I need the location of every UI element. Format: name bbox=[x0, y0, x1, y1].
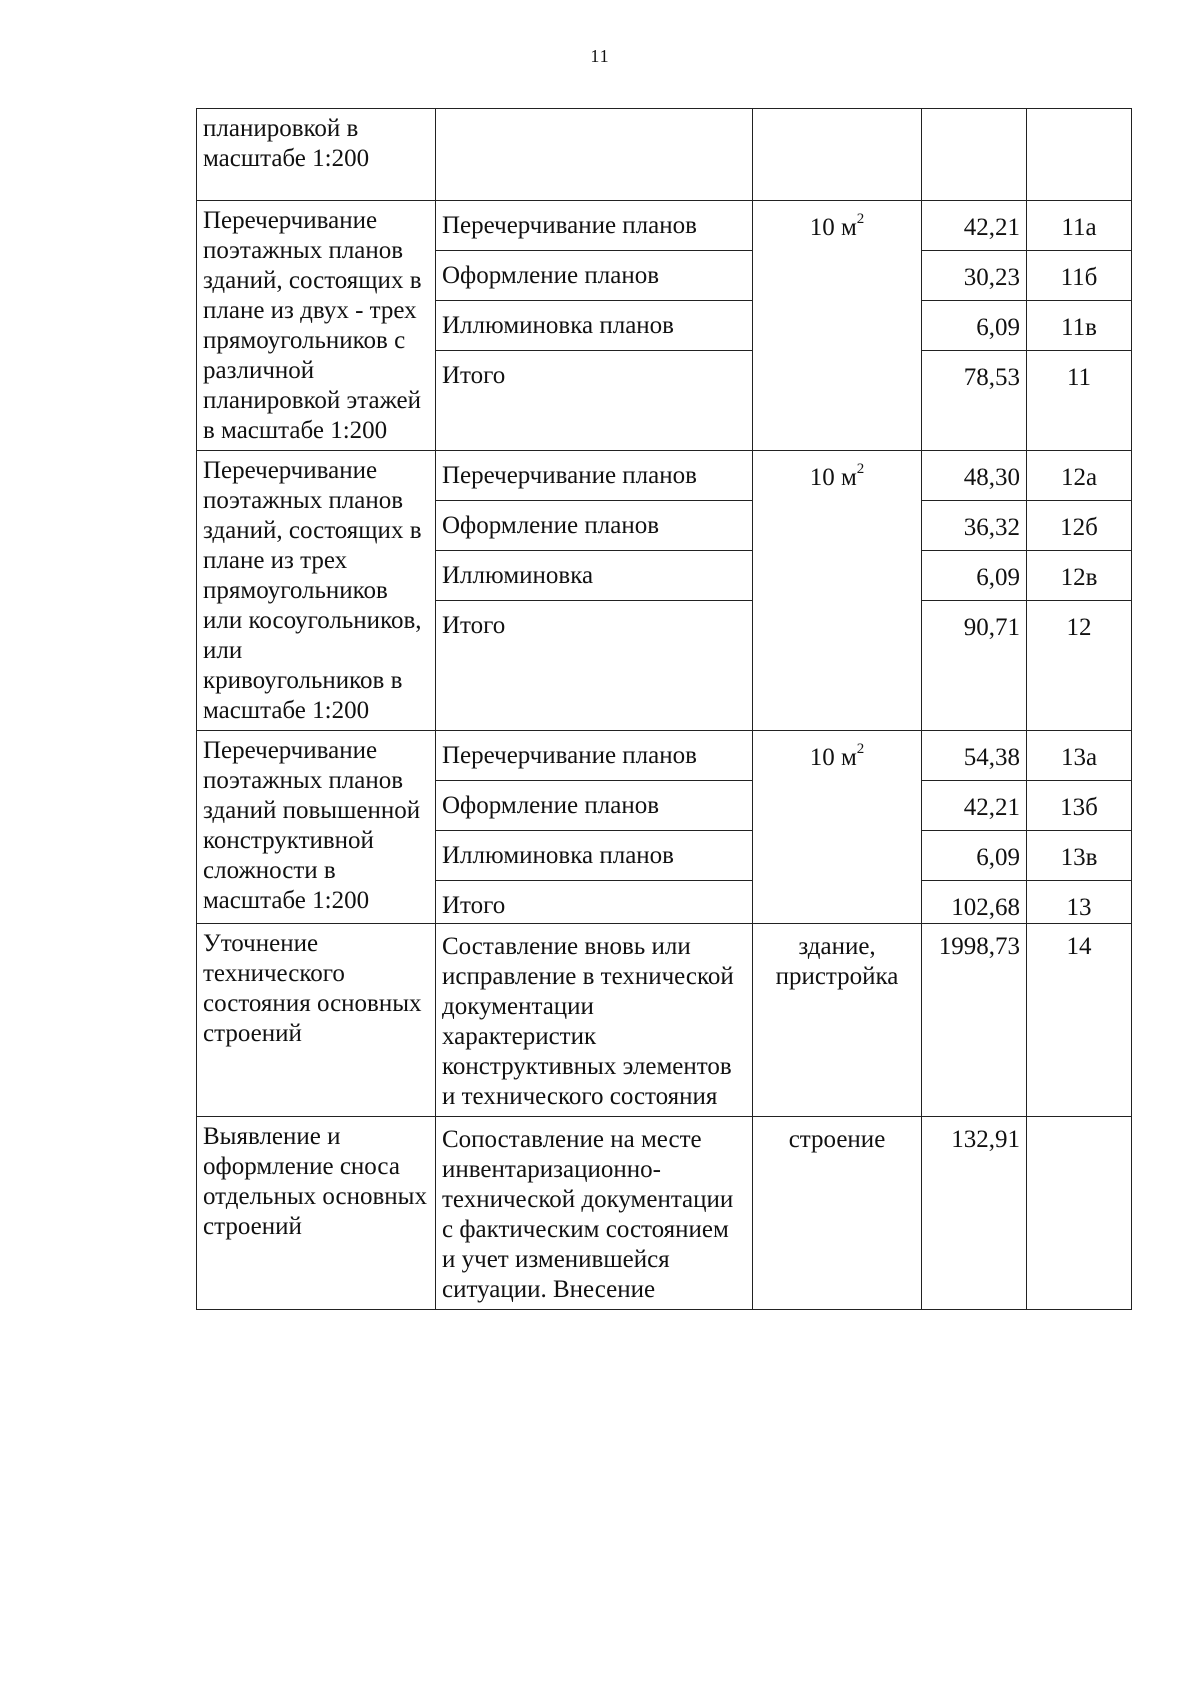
sub-price: 54,38 bbox=[922, 731, 1026, 781]
work-title-cell: Уточнение технического состояния основных строений bbox=[197, 924, 436, 1117]
unit-cell bbox=[753, 201, 922, 451]
sub-code: 12 bbox=[1066, 614, 1092, 641]
code-cell bbox=[1027, 451, 1132, 731]
price-cell bbox=[922, 731, 1027, 924]
unit-cell bbox=[753, 731, 922, 924]
sub-code: 11в bbox=[1027, 301, 1131, 351]
table-row-14 bbox=[197, 924, 1132, 1117]
work-title-cell: Перечерчивание поэтажных планов зданий повышенной конструктивной сложности в масштабе 1:200 bbox=[197, 731, 436, 924]
work-title-cell: Выявление и оформление сноса отдельных основных строений bbox=[197, 1117, 436, 1310]
sub-work: Иллюминовка bbox=[436, 551, 752, 601]
sub-price: 6,09 bbox=[922, 551, 1026, 601]
work-title-cell: планировкой в масштабе 1:200 bbox=[197, 109, 436, 201]
sub-code: 13 bbox=[1066, 894, 1092, 921]
sub-price: 42,21 bbox=[922, 781, 1026, 831]
work-desc-cell bbox=[436, 109, 753, 201]
work-title-cell: Перечерчивание поэтажных планов зданий, состоящих в плане из трех прямоугольников или косоугольников, или кривоугольников в масштабе 1:200 bbox=[197, 451, 436, 731]
table-row-11 bbox=[197, 201, 1132, 451]
unit-cell bbox=[753, 109, 922, 201]
price-cell bbox=[922, 924, 1027, 1117]
unit-text: здание, пристройка bbox=[775, 933, 899, 990]
price-text: 1998,73 bbox=[938, 933, 1020, 960]
sub-price: 78,53 bbox=[963, 364, 1020, 391]
work-desc-cell bbox=[436, 924, 753, 1117]
code-text bbox=[1027, 1117, 1131, 1129]
unit-superscript: 2 bbox=[856, 460, 865, 477]
sub-price: 6,09 bbox=[922, 301, 1026, 351]
page-number: 11 bbox=[590, 46, 610, 66]
unit-cell bbox=[753, 451, 922, 731]
sub-code: 12в bbox=[1027, 551, 1131, 601]
sub-work: Перечерчивание планов bbox=[436, 201, 752, 251]
code-cell bbox=[1027, 924, 1132, 1117]
price-cell bbox=[922, 201, 1027, 451]
unit-cell bbox=[753, 1117, 922, 1310]
tariff-table bbox=[196, 108, 1132, 1310]
sub-price: 90,71 bbox=[963, 614, 1020, 641]
sub-price: 42,21 bbox=[922, 201, 1026, 251]
price-text: 132,91 bbox=[951, 1126, 1020, 1153]
unit-superscript: 2 bbox=[856, 740, 865, 757]
sub-code: 12а bbox=[1027, 451, 1131, 501]
table-row-13 bbox=[197, 731, 1132, 924]
unit-text: 10 м bbox=[809, 744, 857, 771]
unit-text: строение bbox=[788, 1126, 886, 1153]
unit-superscript: 2 bbox=[856, 210, 865, 227]
tariff-table-wrapper bbox=[196, 108, 1120, 1310]
sub-work: Иллюминовка планов bbox=[436, 831, 752, 881]
table-row-12 bbox=[197, 451, 1132, 731]
sub-work: Перечерчивание планов bbox=[436, 731, 752, 781]
sub-work: Итого bbox=[442, 612, 506, 639]
sub-price: 102,68 bbox=[951, 894, 1020, 921]
code-cell bbox=[1027, 201, 1132, 451]
code-cell bbox=[1027, 731, 1132, 924]
sub-work: Оформление планов bbox=[436, 251, 752, 301]
work-desc-cell bbox=[436, 1117, 753, 1310]
sub-code: 11б bbox=[1027, 251, 1131, 301]
sub-work: Итого bbox=[442, 892, 506, 919]
sub-code: 13в bbox=[1027, 831, 1131, 881]
work-desc-text: Сопоставление на месте инвентаризационно-технической документации с фактическим состоянием и учет изменившейся ситуации. Внесение bbox=[442, 1126, 734, 1303]
sub-work: Оформление планов bbox=[436, 501, 752, 551]
sub-work: Перечерчивание планов bbox=[436, 451, 752, 501]
table-row-15 bbox=[197, 1117, 1132, 1310]
sub-code: 11 bbox=[1066, 364, 1092, 391]
code-text: 14 bbox=[1066, 933, 1092, 960]
unit-text: 10 м bbox=[809, 464, 857, 491]
sub-code: 13б bbox=[1027, 781, 1131, 831]
work-desc-text: Составление вновь или исправление в технической документации характеристик конструктивных элементов и технического состояния bbox=[442, 933, 734, 1110]
sub-price: 30,23 bbox=[922, 251, 1026, 301]
price-cell bbox=[922, 451, 1027, 731]
code-cell bbox=[1027, 109, 1132, 201]
code-cell bbox=[1027, 1117, 1132, 1310]
sub-work: Оформление планов bbox=[436, 781, 752, 831]
work-desc-cell bbox=[436, 451, 753, 731]
price-cell bbox=[922, 1117, 1027, 1310]
sub-price: 48,30 bbox=[922, 451, 1026, 501]
sub-price: 6,09 bbox=[922, 831, 1026, 881]
sub-code: 11а bbox=[1027, 201, 1131, 251]
sub-work: Итого bbox=[442, 362, 506, 389]
unit-text: 10 м bbox=[809, 214, 857, 241]
sub-code: 12б bbox=[1027, 501, 1131, 551]
sub-work: Иллюминовка планов bbox=[436, 301, 752, 351]
unit-cell bbox=[753, 924, 922, 1117]
work-desc-cell bbox=[436, 201, 753, 451]
work-desc-cell bbox=[436, 731, 753, 924]
sub-price: 36,32 bbox=[922, 501, 1026, 551]
sub-code: 13а bbox=[1027, 731, 1131, 781]
work-title-cell: Перечерчивание поэтажных планов зданий, состоящих в плане из двух - трех прямоугольников с различной планировкой этажей в масштабе 1:200 bbox=[197, 201, 436, 451]
table-row-continuation bbox=[197, 109, 1132, 201]
price-cell bbox=[922, 109, 1027, 201]
